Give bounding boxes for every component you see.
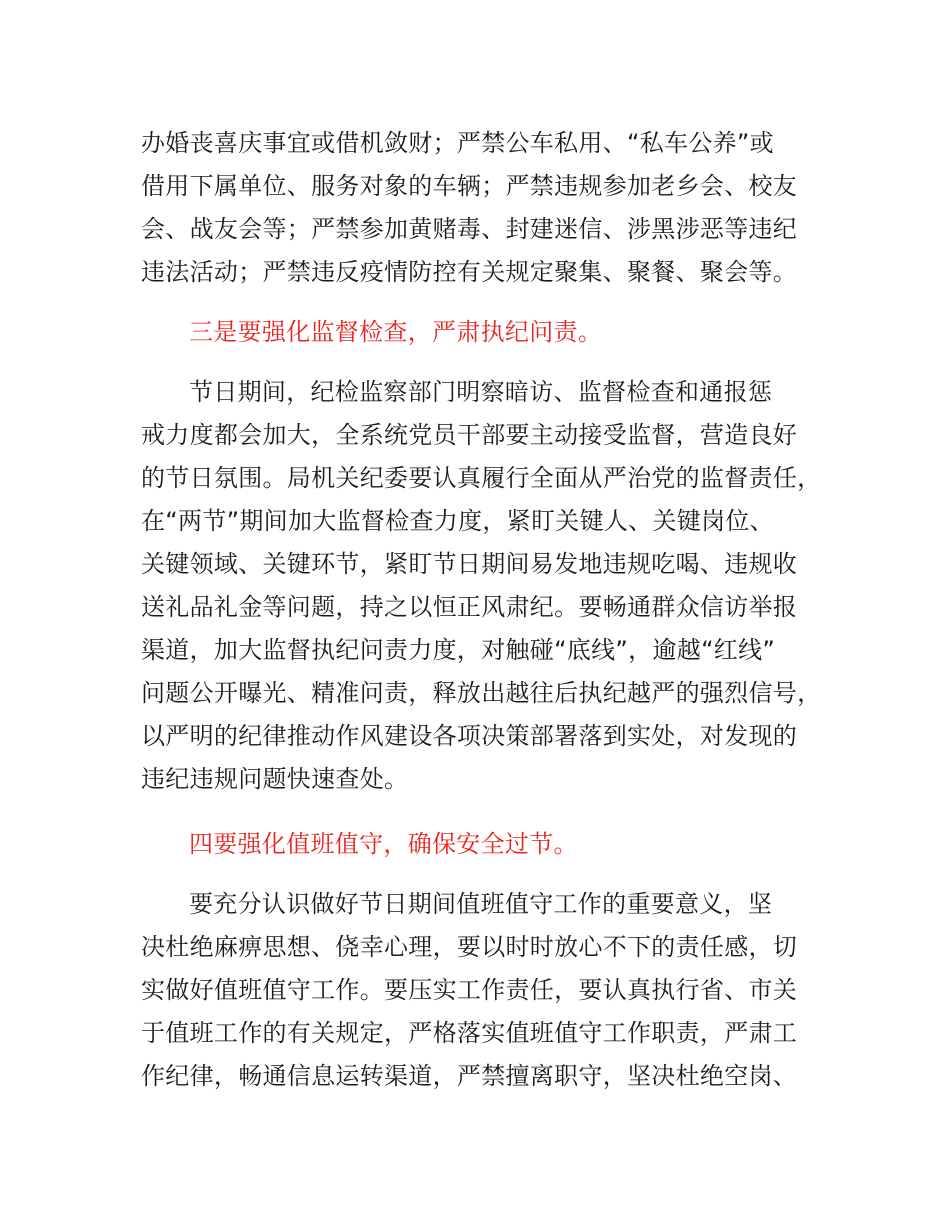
text-line: 的节日氛围。局机关纪委要认真履行全面从严治党的监督责任，	[141, 464, 822, 492]
text-line: 在“两节”期间加大监督检查力度，紧盯关键人、关键岗位、	[141, 507, 774, 535]
text-line: 决杜绝麻痹思想、侥幸心理，要以时时放心不下的责任感，切	[141, 933, 798, 961]
text-line: 渠道，加大监督执纪问责力度，对触碰“底线”，逾越“红线”	[141, 636, 776, 664]
text-line: 办婚丧喜庆事宜或借机敛财；严禁公车私用、“私车公养”或	[141, 129, 774, 157]
heading-text: 四要强化值班值守，确保安全过节。	[189, 830, 578, 858]
heading-text: 三是要强化监督检查，严肃执纪问责。	[189, 318, 603, 346]
paragraph-supervision	[141, 371, 841, 801]
section-heading-3	[141, 311, 841, 354]
text-line: 作纪律，畅通信息运转渠道，严禁擅离职守，坚决杜绝空岗、	[141, 1062, 798, 1090]
text-line: 关键领域、关键环节，紧盯节日期间易发地违规吃喝、违规收	[141, 550, 798, 578]
paragraph-duty	[141, 883, 841, 1098]
text-line: 借用下属单位、服务对象的车辆；严禁违规参加老乡会、校友	[141, 172, 798, 200]
section-heading-4	[141, 823, 841, 866]
text-line: 于值班工作的有关规定，严格落实值班值守工作职责，严肃工	[141, 1019, 798, 1047]
text-line: 送礼品礼金等问题，持之以恒正风肃纪。要畅通群众信访举报	[141, 593, 798, 621]
text-line: 以严明的纪律推动作风建设各项决策部署落到实处，对发现的	[141, 722, 798, 750]
text-line: 违纪违规问题快速查处。	[141, 765, 409, 793]
text-line: 节日期间，纪检监察部门明察暗访、监督检查和通报惩	[189, 378, 773, 406]
paragraph-continuation	[141, 122, 841, 294]
text-line: 戒力度都会加大，全系统党员干部要主动接受监督，营造良好	[141, 421, 798, 449]
text-line: 违法活动；严禁违反疫情防控有关规定聚集、聚餐、聚会等。	[141, 258, 798, 286]
text-line: 问题公开曝光、精准问责，释放出越往后执纪越严的强烈信号，	[141, 679, 822, 707]
text-line: 会、战友会等；严禁参加黄赌毒、封建迷信、涉黑涉恶等违纪	[141, 215, 798, 243]
text-line: 要充分认识做好节日期间值班值守工作的重要意义，坚	[189, 890, 773, 918]
text-line: 实做好值班值守工作。要压实工作责任，要认真执行省、市关	[141, 976, 798, 1004]
